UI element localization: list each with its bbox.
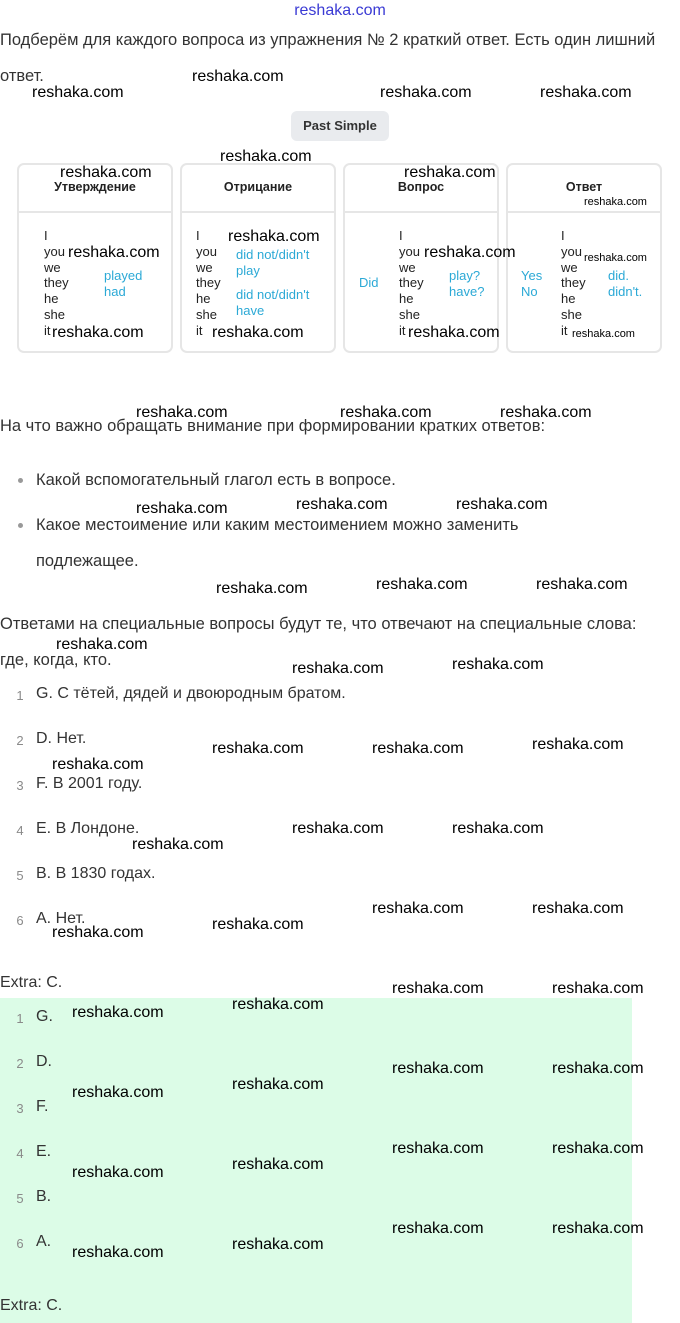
past-simple-label: Past Simple xyxy=(291,111,389,141)
summary-text: E. xyxy=(36,1143,52,1160)
watermark: reshaka.com xyxy=(232,1156,324,1173)
watermark: reshaka.com xyxy=(572,328,635,340)
watermark: reshaka.com xyxy=(376,576,468,593)
card-header: Утверждение xyxy=(19,165,171,213)
answer-text: B. В 1830 годах. xyxy=(36,865,156,882)
watermark: reshaka.com xyxy=(532,736,624,753)
answer-text: G. С тётей, дядей и двоюродным братом. xyxy=(36,685,346,702)
watermark: reshaka.com xyxy=(228,228,320,245)
watermark: reshaka.com xyxy=(552,1220,644,1237)
aux-did: Did xyxy=(359,275,379,290)
watermark: reshaka.com xyxy=(52,756,144,773)
watermark: reshaka.com xyxy=(292,660,384,677)
watermark: reshaka.com xyxy=(72,1084,164,1101)
special-questions-note: Ответами на специальные вопросы будут те, что отвечают на специальные слова: где, когда, кто. xyxy=(0,615,637,669)
extra-answer: Extra: C. xyxy=(0,974,63,991)
bullet-item: Какой вспомогательный глагол есть в вопросе. xyxy=(36,471,396,489)
watermark: reshaka.com xyxy=(232,1076,324,1093)
answer-number: 2 xyxy=(16,733,24,748)
summary-number: 6 xyxy=(16,1236,24,1251)
card-header: Вопрос xyxy=(345,165,497,213)
watermark: reshaka.com xyxy=(584,196,647,208)
watermark: reshaka.com xyxy=(552,1060,644,1077)
watermark: reshaka.com xyxy=(552,980,644,997)
summary-text: G. xyxy=(36,1008,53,1025)
answer-text: F. В 2001 году. xyxy=(36,775,143,792)
watermark: reshaka.com xyxy=(216,580,308,597)
pronoun-list: I you we they he she it xyxy=(196,228,221,338)
watermark: reshaka.com xyxy=(232,996,324,1013)
watermark: reshaka.com xyxy=(408,324,500,341)
summary-text: B. xyxy=(36,1188,52,1205)
watermark: reshaka.com xyxy=(584,252,647,264)
verb-form-play-q: play? xyxy=(449,268,481,283)
watermark: reshaka.com xyxy=(220,148,312,165)
summary-number: 2 xyxy=(16,1056,24,1071)
pronoun-list: I you we they he she it xyxy=(561,228,586,338)
summary-number: 3 xyxy=(16,1101,24,1116)
pronoun-list: I you we they he she it xyxy=(399,228,424,338)
short-answer-did: did. xyxy=(608,268,629,283)
summary-text: D. xyxy=(36,1053,52,1070)
watermark: reshaka.com xyxy=(136,404,228,421)
aux-yes: Yes xyxy=(521,268,543,283)
watermark: reshaka.com xyxy=(52,924,144,941)
verb-form-had: had xyxy=(104,284,126,299)
watermark: reshaka.com xyxy=(212,324,304,341)
answer-text: A. Нет. xyxy=(36,910,86,927)
watermark: reshaka.com xyxy=(292,820,384,837)
summary-text: F. xyxy=(36,1098,49,1115)
watermark: reshaka.com xyxy=(372,740,464,757)
summary-number: 4 xyxy=(16,1146,24,1161)
answer-text: D. Нет. xyxy=(36,730,87,747)
watermark: reshaka.com xyxy=(392,1140,484,1157)
watermark: reshaka.com xyxy=(192,68,284,85)
watermark: reshaka.com xyxy=(456,496,548,513)
watermark: reshaka.com xyxy=(72,1004,164,1021)
card-header: Ответ xyxy=(508,165,660,213)
watermark: reshaka.com xyxy=(540,84,632,101)
bullet-item: Какое местоимение или каким местоимением можно заменить подлежащее. xyxy=(36,516,519,570)
card-header: Отрицание xyxy=(182,165,334,213)
bullet-dot xyxy=(18,523,23,528)
watermark: reshaka.com xyxy=(552,1140,644,1157)
verb-form-played: played xyxy=(104,268,143,283)
intro-text: Подберём для каждого вопроса из упражнения № 2 краткий ответ. Есть один лишний ответ. xyxy=(0,31,656,85)
watermark: reshaka.com xyxy=(136,500,228,517)
watermark: reshaka.com xyxy=(380,84,472,101)
watermark: reshaka.com xyxy=(372,900,464,917)
answer-number: 5 xyxy=(16,868,24,883)
watermark: reshaka.com xyxy=(536,576,628,593)
summary-number: 5 xyxy=(16,1191,24,1206)
watermark: reshaka.com xyxy=(404,164,496,181)
watermark: reshaka.com xyxy=(72,1244,164,1261)
bullet-dot xyxy=(18,478,23,483)
watermark: reshaka.com xyxy=(296,496,388,513)
answer-number: 6 xyxy=(16,913,24,928)
rule-intro: На что важно обращать внимание при формировании кратких ответов: xyxy=(0,417,546,435)
summary-number: 1 xyxy=(16,1011,24,1026)
pronoun-list: I you we they he she it xyxy=(44,228,69,338)
answer-text: E. В Лондоне. xyxy=(36,820,140,837)
watermark: reshaka.com xyxy=(452,820,544,837)
aux-no: No xyxy=(521,284,538,299)
verb-form-didnt-play: did not/didn't play xyxy=(236,247,310,278)
watermark: reshaka.com xyxy=(424,244,516,261)
watermark: reshaka.com xyxy=(452,656,544,673)
watermark: reshaka.com xyxy=(532,900,624,917)
watermark: reshaka.com xyxy=(392,980,484,997)
watermark: reshaka.com xyxy=(392,1220,484,1237)
site-header-link[interactable]: reshaka.com xyxy=(294,2,386,19)
watermark: reshaka.com xyxy=(60,164,152,181)
answer-number: 1 xyxy=(16,688,24,703)
watermark: reshaka.com xyxy=(72,1164,164,1181)
watermark: reshaka.com xyxy=(68,244,160,261)
summary-extra: Extra: C. xyxy=(0,1297,63,1314)
watermark: reshaka.com xyxy=(212,740,304,757)
watermark: reshaka.com xyxy=(500,404,592,421)
verb-form-have-q: have? xyxy=(449,284,485,299)
watermark: reshaka.com xyxy=(232,1236,324,1253)
summary-text: A. xyxy=(36,1233,52,1250)
watermark: reshaka.com xyxy=(132,836,224,853)
short-answer-didnt: didn't. xyxy=(608,284,643,299)
watermark: reshaka.com xyxy=(56,636,148,653)
answer-number: 4 xyxy=(16,823,24,838)
watermark: reshaka.com xyxy=(340,404,432,421)
verb-form-didnt-have: did not/didn't have xyxy=(236,287,310,318)
answer-number: 3 xyxy=(16,778,24,793)
watermark: reshaka.com xyxy=(392,1060,484,1077)
watermark: reshaka.com xyxy=(52,324,144,341)
watermark: reshaka.com xyxy=(212,916,304,933)
watermark: reshaka.com xyxy=(32,84,124,101)
